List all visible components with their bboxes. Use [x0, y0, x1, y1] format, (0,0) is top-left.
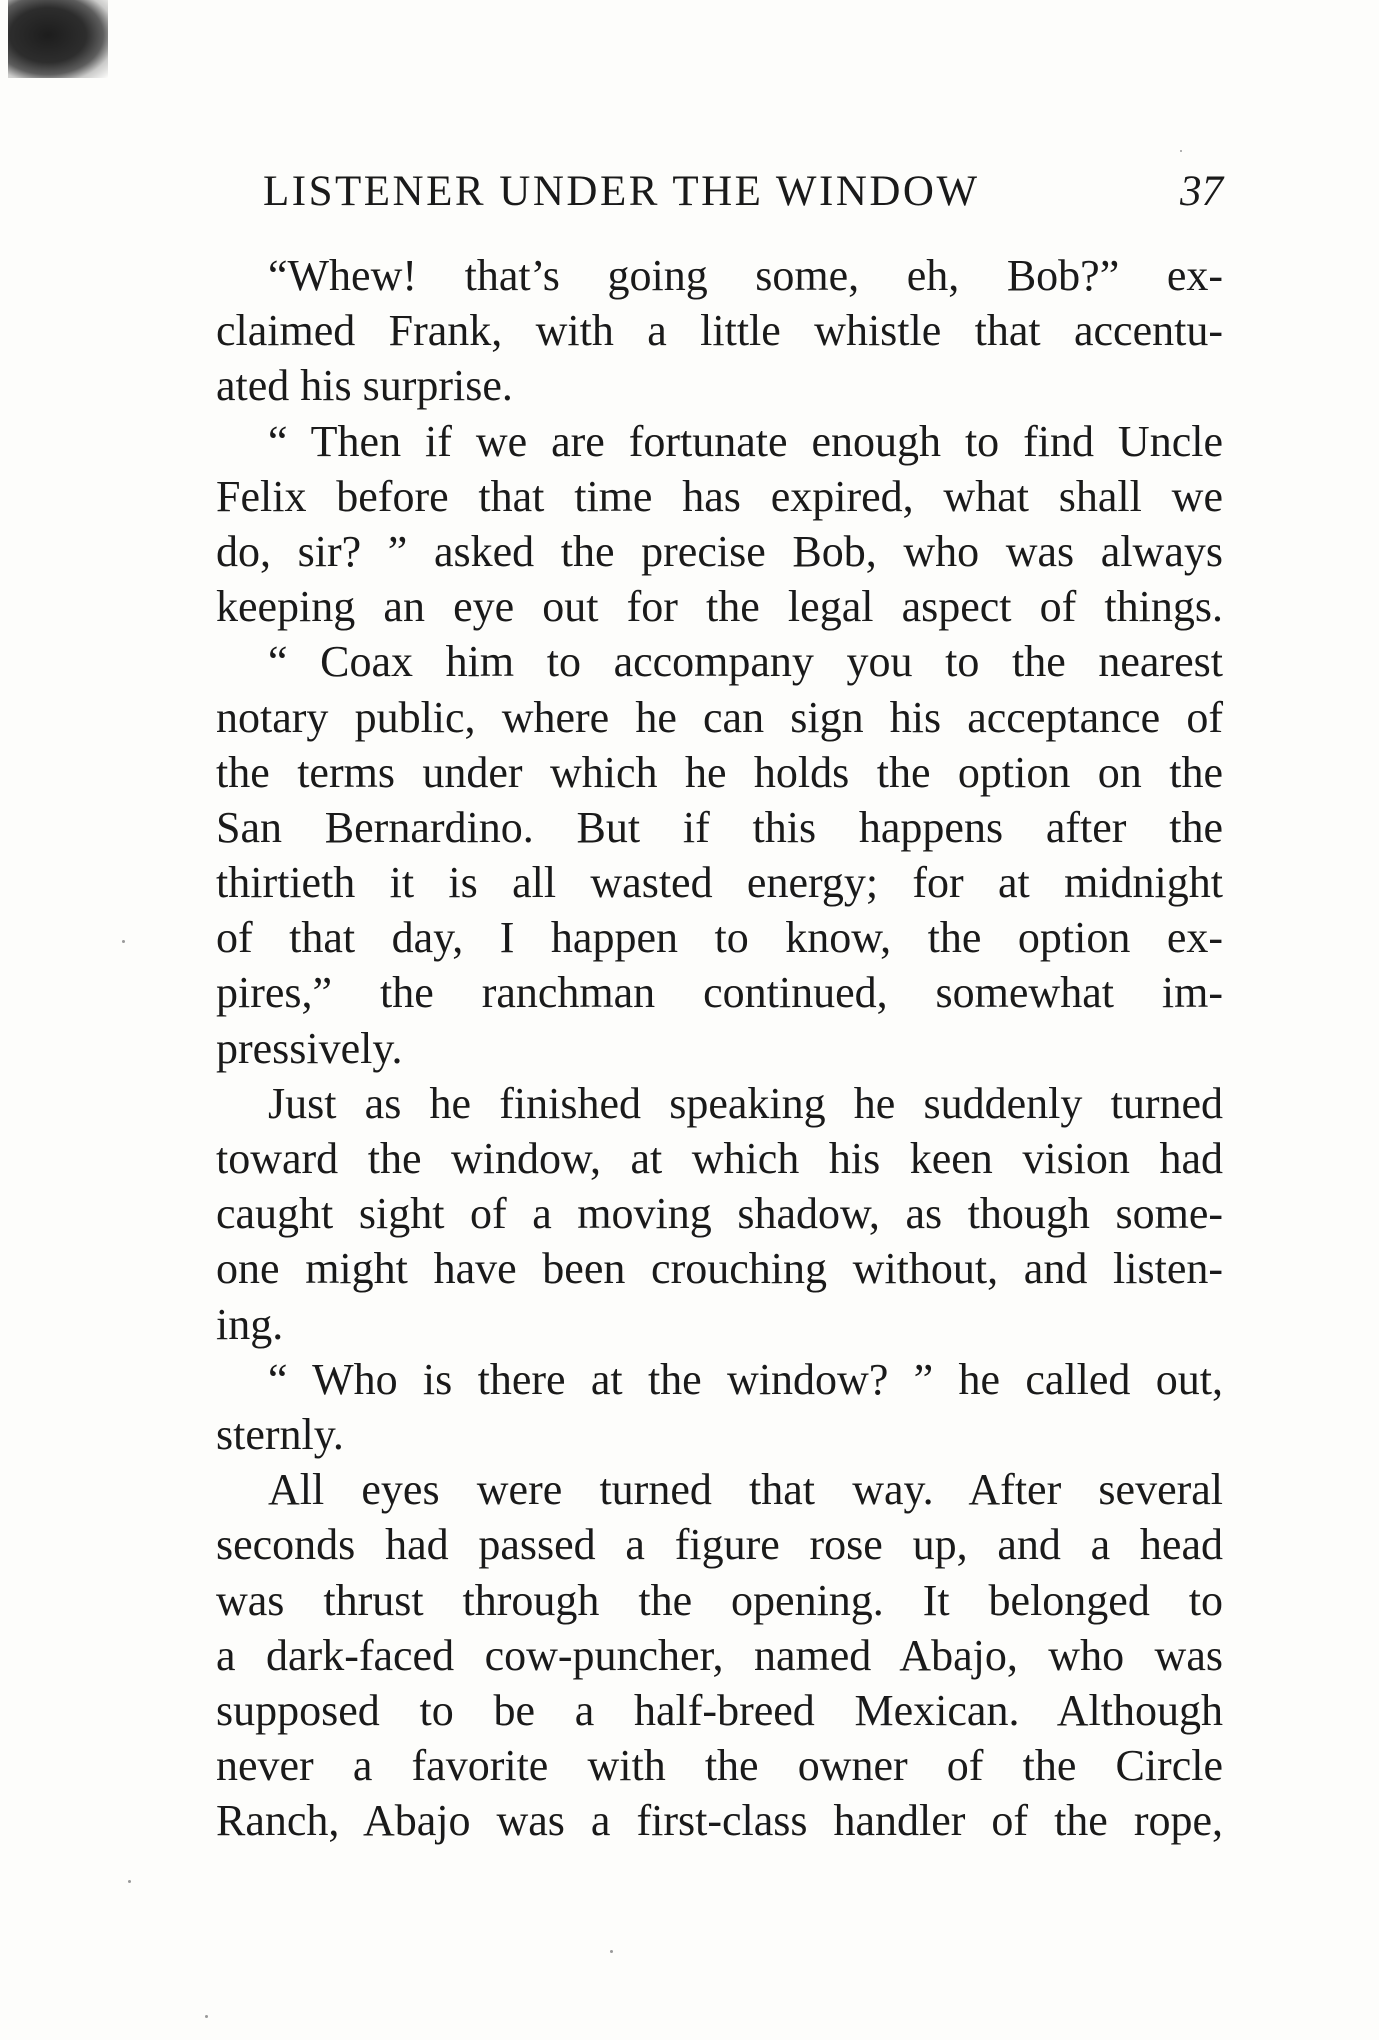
- body-text: [216, 248, 1223, 1848]
- text-line: never a favorite with the owner of the Circle: [216, 1741, 1223, 1791]
- text-line: San Bernardino. But if this happens after the: [216, 802, 1223, 852]
- text-line: the terms under which he holds the option on the: [216, 747, 1223, 797]
- text-line: Ranch, Abajo was a first-class handler of the rope,: [216, 1796, 1223, 1846]
- text-line: supposed to be a half-breed Mexican. Although: [216, 1685, 1223, 1735]
- text-line: one might have been crouching without, and listen-: [216, 1244, 1223, 1294]
- text-line: of that day, I happen to know, the option ex-: [216, 913, 1223, 963]
- running-header: [263, 162, 1223, 222]
- scan-speck: [128, 1880, 131, 1883]
- scan-speck: [205, 2015, 208, 2018]
- text-line: All eyes were turned that way. After several: [268, 1465, 1223, 1515]
- text-line: a dark-faced cow-puncher, named Abajo, who was: [216, 1630, 1223, 1680]
- text-line: thirtieth it is all wasted energy; for at midnight: [216, 858, 1223, 908]
- scan-speck: [122, 940, 125, 943]
- text-line: ing.: [216, 1299, 284, 1349]
- text-line: “ Coax him to accompany you to the nearest: [268, 637, 1223, 687]
- text-line: caught sight of a moving shadow, as though some-: [216, 1189, 1223, 1239]
- text-line: Just as he finished speaking he suddenly turned: [268, 1078, 1223, 1128]
- text-line: “ Who is there at the window? ” he called out,: [268, 1354, 1223, 1404]
- scan-speck: [610, 1950, 613, 1953]
- text-line: pressively.: [216, 1023, 403, 1073]
- text-line: ated his surprise.: [216, 361, 513, 411]
- page-number: 37: [1180, 168, 1223, 215]
- scan-corner-smudge: [8, 0, 108, 78]
- text-line: Felix before that time has expired, what shall we: [216, 471, 1223, 521]
- scan-speck: [1180, 150, 1182, 152]
- text-line: claimed Frank, with a little whistle that accentu-: [216, 306, 1223, 356]
- text-line: sternly.: [216, 1409, 344, 1459]
- text-line: do, sir? ” asked the precise Bob, who was always: [216, 526, 1223, 576]
- text-line: “ Then if we are fortunate enough to find Uncle: [268, 416, 1223, 466]
- text-line: seconds had passed a figure rose up, and a head: [216, 1520, 1223, 1570]
- text-line: toward the window, at which his keen vision had: [216, 1134, 1223, 1183]
- text-line: “Whew! that’s going some, eh, Bob?” ex-: [268, 251, 1223, 300]
- text-line: notary public, where he can sign his acceptance of: [216, 692, 1223, 742]
- text-line: pires,” the ranchman continued, somewhat im-: [216, 968, 1223, 1018]
- running-title: LISTENER UNDER THE WINDOW: [263, 168, 980, 215]
- text-line: was thrust through the opening. It belonged to: [216, 1575, 1223, 1625]
- text-line: keeping an eye out for the legal aspect of things.: [216, 582, 1223, 632]
